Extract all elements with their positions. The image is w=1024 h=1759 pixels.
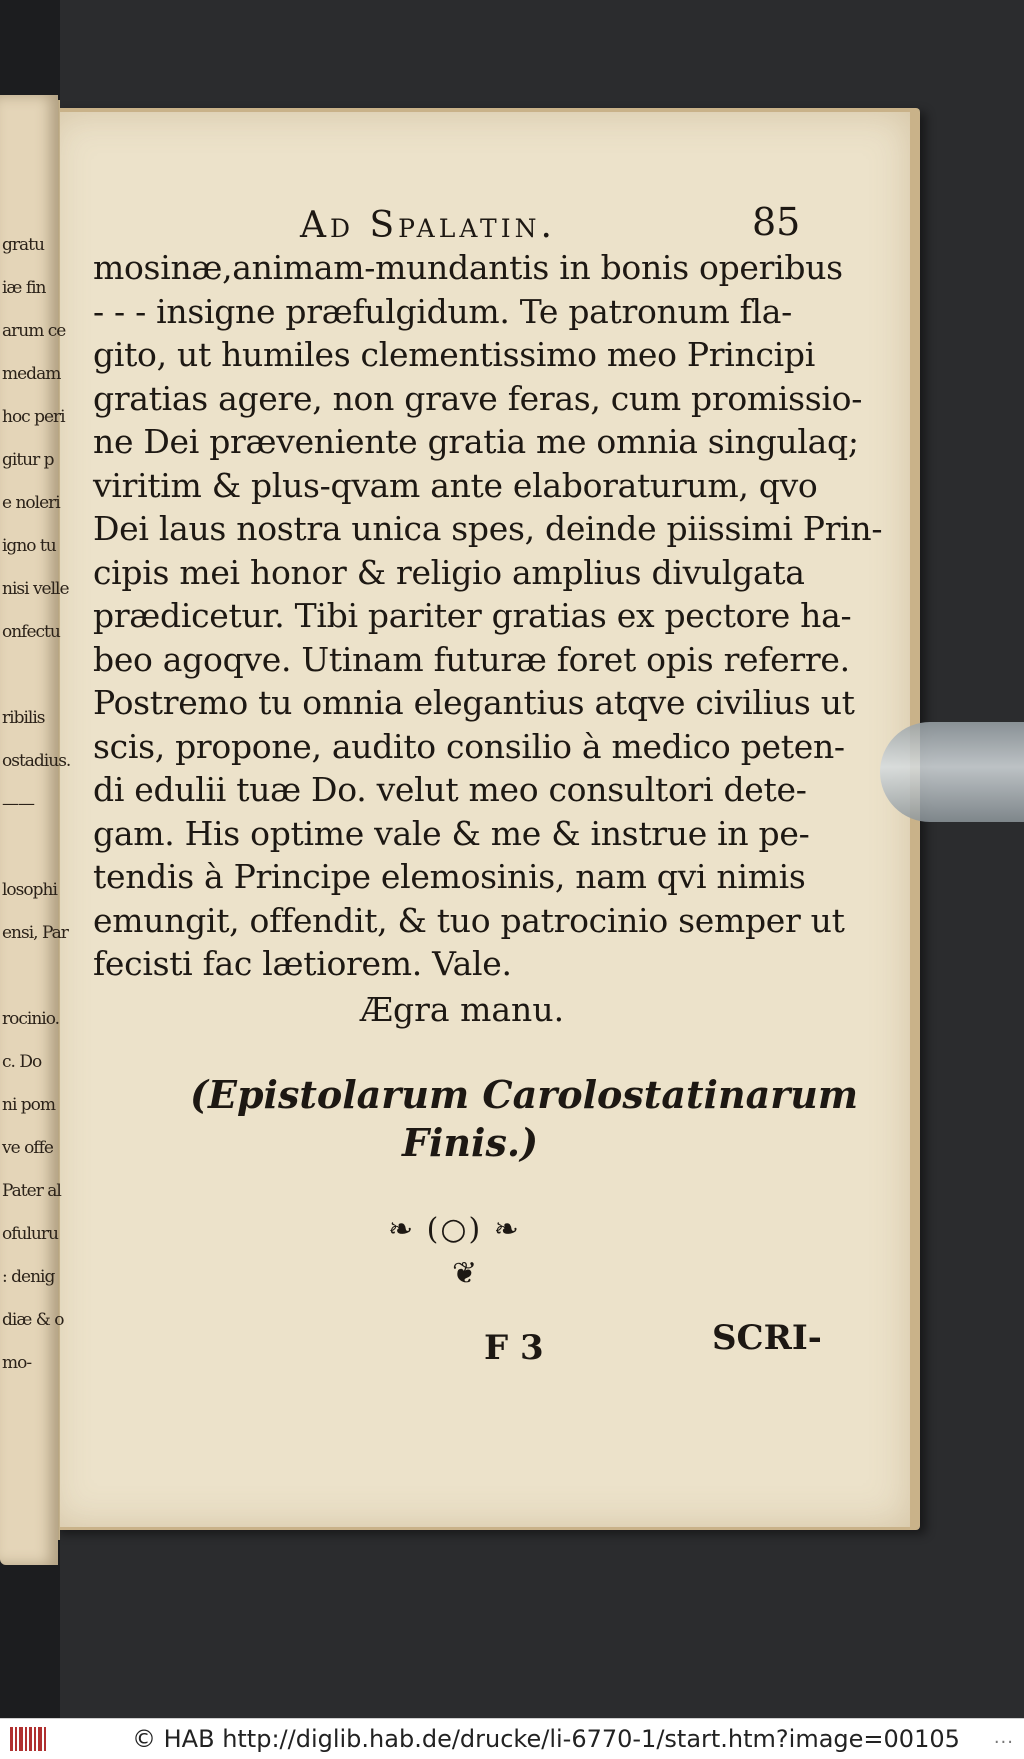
body-line: ne Dei præveniente gratia me omnia singulaq; [93,422,859,461]
left-page-text: ni pom [2,1095,56,1115]
body-line: di edulii tuæ Do. velut meo consultori dete- [93,770,807,809]
left-page-text: onfectu [2,622,60,642]
left-page-text: ribilis [2,708,45,728]
page-number: 85 [752,200,801,244]
left-page-text: rocinio. [2,1009,60,1029]
running-head: Ad Spalatin. [300,205,556,246]
left-page-text: : denig [2,1267,55,1287]
left-page-fragment [0,95,71,1565]
body-line: fecisti fac lætiorem. Vale. [93,944,512,983]
body-line: gratias agere, non grave feras, cum promissio- [93,378,863,418]
body-line: Dei laus nostra unica spes, deinde piissimi Prin- [93,509,883,548]
left-page-text: medam [2,364,61,384]
left-page-text: Pater al [2,1181,61,1201]
fleuron-ornament: ❧ (○) ❧ [388,1212,521,1247]
body-line: gam. His optime vale & me & instrue in pe- [93,813,810,853]
left-page-text: ensi, Par [2,923,68,943]
left-page-text: igno tu [2,536,56,556]
viewer-footer [0,1718,1024,1759]
left-page-text: gitur p [2,450,54,470]
body-line: cipis mei honor & religio amplius divulgata [93,552,805,592]
body-line: tendis à Principe elemosinis, nam qvi nimis [93,857,806,896]
more-icon[interactable]: ... [993,1727,1014,1748]
left-page-text: mo- [2,1353,32,1373]
left-page-text: ve offe [2,1138,53,1158]
left-page-text: losophi [2,880,57,900]
copyright-url: © HAB http://diglib.hab.de/drucke/li-6770-1/start.htm?image=00105 [132,1725,960,1753]
left-page-text: c. Do [2,1052,42,1072]
page-clip [880,722,1024,822]
signature: Ægra manu. [360,990,565,1029]
body-line: emungit, offendit, & tuo patrocinio semper ut [93,900,845,940]
closing-line-1: (Epistolarum Carolostatinarum [190,1072,859,1117]
left-page-text: ofuluru [2,1224,58,1244]
body-line: beo agoqve. Utinam futuræ foret opis referre. [93,639,850,679]
left-page-text: e noleri [2,493,60,513]
fleuron-drop: ❦ [452,1256,478,1291]
left-page-text: ostadius. [2,751,71,771]
left-page-text: gratu [2,235,44,255]
body-line: mosinæ,animam-mundantis in bonis operibus [93,248,843,287]
left-page-text: diæ & o [2,1310,64,1330]
body-line: gito, ut humiles clementissimo meo Principi [93,335,815,374]
body-line: - - - insigne præfulgidum. Te patronum fla- [93,291,793,331]
barcode-icon [10,1727,46,1751]
body-line: scis, propone, audito consilio à medico peten- [93,726,845,766]
left-page-text: arum ce [2,321,66,341]
left-page-text: hoc peri [2,407,65,427]
signature-mark: F 3 [484,1328,544,1368]
left-page-text: iæ fin [2,278,46,298]
body-line: viritim & plus-qvam ante elaboraturum, qvo [93,465,818,505]
body-line: Postremo tu omnia elegantius atqve civilius ut [93,683,855,722]
left-page-text: nisi velle [2,579,69,599]
catchword: SCRI- [712,1318,822,1358]
closing-line-2: Finis.) [402,1120,539,1165]
body-line: prædicetur. Tibi pariter gratias ex pectore ha- [93,596,852,635]
left-page-text: —— [2,794,34,814]
